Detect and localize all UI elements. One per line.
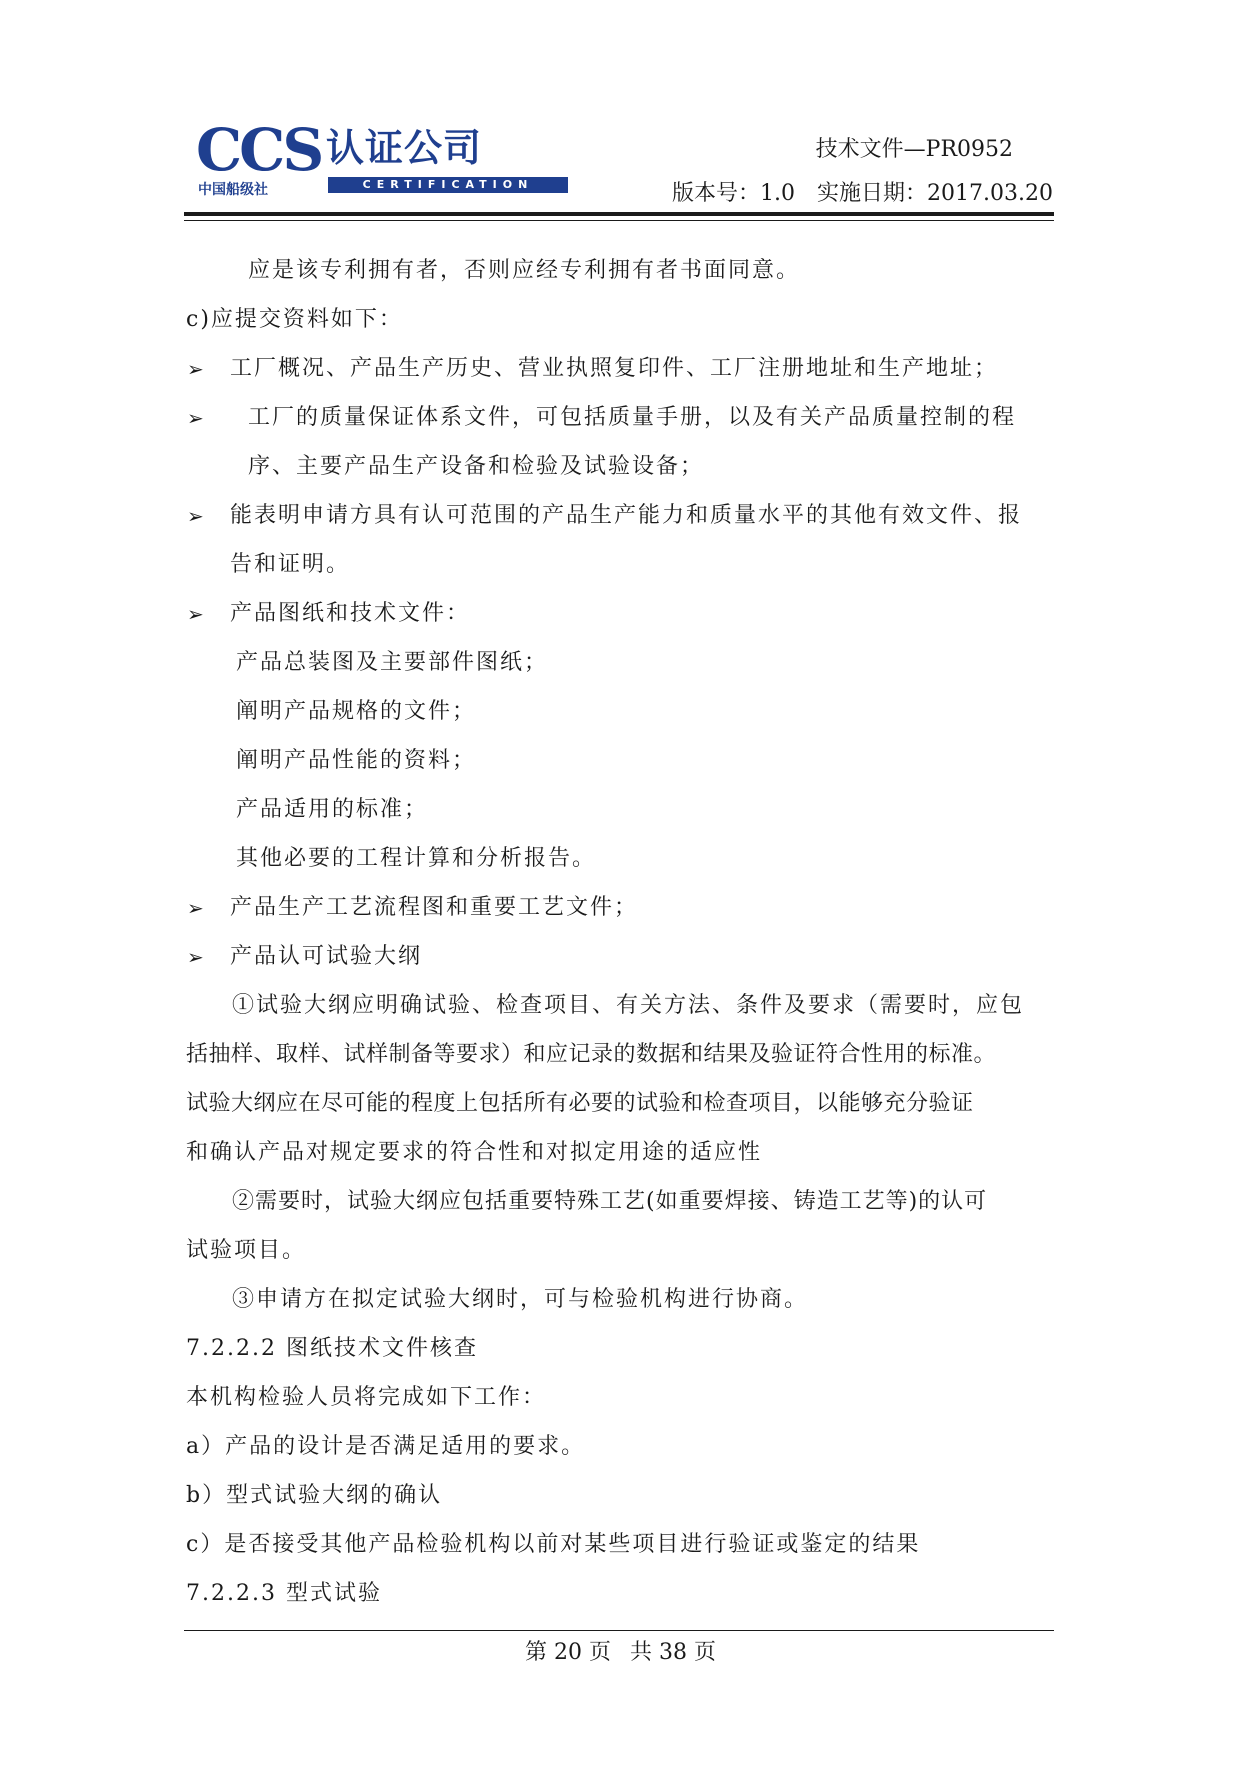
body-line: c）是否接受其他产品检验机构以前对某些项目进行验证或鉴定的结果 (186, 1532, 921, 1557)
body-line: c)应提交资料如下： (186, 307, 403, 332)
logo-ccs-text: CCS (196, 116, 322, 184)
bullet-arrow-icon: ➢ (187, 357, 204, 381)
body-line: ③申请方在拟定试验大纲时，可与检验机构进行协商。 (232, 1287, 809, 1312)
bullet-arrow-icon: ➢ (187, 945, 204, 969)
logo-subtitle-cn: 中国船级社 (198, 182, 268, 198)
list-item: 产品认可试验大纲 (230, 944, 423, 969)
body-line: 和确认产品对规定要求的符合性和对拟定用途的适应性 (186, 1140, 763, 1165)
version-and-date: 版本号：1.0 实施日期：2017.03.20 (672, 181, 1053, 206)
body-line: 试验项目。 (186, 1238, 307, 1263)
bullet-arrow-icon: ➢ (187, 406, 204, 430)
list-item: 产品生产工艺流程图和重要工艺文件； (230, 895, 639, 920)
page-total: 共 38 页 (630, 1640, 716, 1665)
ccs-logo (196, 116, 576, 200)
footer-rule (184, 1630, 1054, 1631)
sub-item: 阐明产品性能的资料； (236, 748, 477, 773)
page-number: 第 20 页 (525, 1640, 611, 1665)
sub-item: 产品适用的标准； (236, 797, 429, 822)
sub-item: 其他必要的工程计算和分析报告。 (236, 846, 597, 871)
bullet-arrow-icon: ➢ (187, 504, 204, 528)
list-item-cont: 序、主要产品生产设备和检验及试验设备； (248, 454, 705, 479)
header-rule-thick (184, 212, 1054, 216)
list-item: 产品图纸和技术文件： (230, 601, 471, 626)
list-item: 能表明申请方具有认可范围的产品生产能力和质量水平的其他有效文件、报 (230, 503, 1023, 528)
body-line: ①试验大纲应明确试验、检查项目、有关方法、条件及要求（需要时，应包 (232, 993, 1025, 1018)
bullet-arrow-icon: ➢ (187, 602, 204, 626)
document-number: 技术文件—PR0952 (815, 137, 1013, 162)
bullet-arrow-icon: ➢ (187, 896, 204, 920)
header-rule-thin (184, 220, 1054, 221)
page-footer (0, 1638, 1241, 1668)
body-line: 试验大纲应在尽可能的程度上包括所有必要的试验和检查项目，以能够充分验证 (186, 1091, 974, 1116)
list-item: 工厂的质量保证体系文件，可包括质量手册，以及有关产品质量控制的程 (248, 405, 1017, 430)
body-line: a）产品的设计是否满足适用的要求。 (186, 1434, 586, 1459)
logo-subtitle-en: CERTIFICATION (328, 177, 568, 193)
body-line: 应是该专利拥有者，否则应经专利拥有者书面同意。 (248, 258, 801, 283)
sub-item: 阐明产品规格的文件； (236, 699, 477, 724)
logo-cn-text: 认证公司 (326, 126, 483, 170)
body-line: 括抽样、取样、试样制备等要求）和应记录的数据和结果及验证符合性用的标准。 (186, 1042, 997, 1067)
section-heading: 7.2.2.3 型式试验 (186, 1581, 382, 1606)
section-heading: 7.2.2.2 图纸技术文件核查 (186, 1336, 478, 1361)
body-line: ②需要时，试验大纲应包括重要特殊工艺(如重要焊接、铸造工艺等)的认可 (232, 1189, 988, 1214)
sub-item: 产品总装图及主要部件图纸； (236, 650, 549, 675)
list-item-cont: 告和证明。 (230, 552, 351, 577)
list-item: 工厂概况、产品生产历史、营业执照复印件、工厂注册地址和生产地址； (230, 356, 999, 381)
body-line: b）型式试验大纲的确认 (186, 1483, 443, 1508)
body-line: 本机构检验人员将完成如下工作： (186, 1385, 547, 1410)
